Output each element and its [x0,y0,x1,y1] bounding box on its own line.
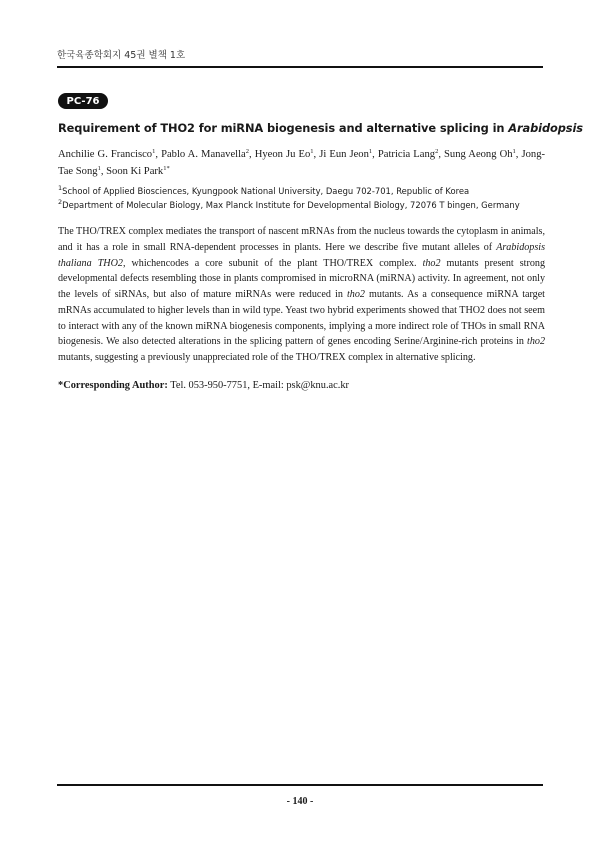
author-name: Jong-Tae Song [58,149,546,177]
author-affiliation-marker: 2 [435,148,439,155]
corresponding-contact: Tel. 053-950-7751, E-mail: psk@knu.ac.kr [167,380,350,391]
author-affiliation-marker: 1* [163,165,170,172]
author-affiliation-marker: 1 [368,148,373,155]
abstract-segment: mutants present strong developmental defects resembling those in plants compromised in microRNA (miRNA) activity. In agreement, not only the levels of siRNAs, but also of mature miRNAs were reduced in [58,257,545,300]
author-separator: , [248,149,255,160]
affiliation-text: School of Applied Biosciences, Kyungpook National University, Daegu 702-701, Republic of Korea [62,186,470,196]
author-name: Patricia Lang [377,149,436,160]
affiliation-item [58,185,545,199]
journal-header: 한국육종학회지 45권 별책 1호 [57,50,186,61]
abstract-segment: The THO/TREX complex mediates the transport of nascent mRNAs from the nucleus towards the cytoplasm in animals, and it has a role in small RNA-dependent processes in plants. Here we describe five mutant alleles of [58,226,545,253]
author-separator: , [438,149,445,160]
author-separator: , [100,166,107,177]
author-name: Anchilie G. Francisco [58,149,153,160]
affiliation-item [58,199,545,213]
abstract-segment: mutants. As a consequence miRNA target mRNAs accumulated to higher levels than in wild type. Yeast two hybrid experiments showed that THO2 does not seem to interact with any of the known miRNA biogenesis components, implying a more indirect role of THOs in small RNA biogenesis. We also detected alterations in the splicing pattern of genes encoding Serine/Arginine-rich proteins in [58,289,545,348]
bottom-rule [57,784,543,786]
author-name: Sung Aeong Oh [444,149,513,160]
title-main: Requirement of THO2 for miRNA biogenesis and alternative splicing in [58,121,509,135]
author-name: Soon Ki Park [106,166,164,177]
abstract-segment: , whichencodes a core subunit of the plant THO/TREX complex. [122,257,423,269]
author-name: Ji Eun Jeon [319,149,369,160]
affiliation-marker: 2 [58,197,63,206]
title-italic: Arabidopsis [508,121,583,135]
affiliation-marker: 1 [58,184,63,192]
author-name: Hyeon Ju Eo [254,149,311,160]
poster-badge: PC-76 [58,93,108,109]
author-affiliation-marker: 1 [152,148,156,155]
top-rule [57,66,543,68]
author-affiliation-marker: 1 [97,165,101,172]
author-separator: , [372,149,378,160]
author-list [58,146,545,180]
affiliation-text: Department of Molecular Biology, Max Planck Institute for Developmental Biology, 72076 T bingen, Germany [62,199,520,210]
corresponding-label: *Corresponding Author: [58,380,168,391]
author-affiliation-marker: 2 [245,148,249,155]
abstract-italic-term: tho2 [346,289,365,300]
author-separator: , [515,149,522,160]
author-affiliation-marker: 1 [512,148,516,155]
abstract-text [58,224,545,366]
abstract-italic-term: tho2 [422,257,441,269]
abstract-italic-term: tho2 [527,336,545,348]
affiliation-list [58,185,545,212]
abstract-italic-term: Arabidopsis thaliana THO2 [58,241,545,269]
abstract-segment: mutants, suggesting a previously unappreciated role of the THO/TREX complex in alternative splicing. [58,352,476,363]
author-affiliation-marker: 1 [310,148,314,155]
corresponding-author [58,380,349,391]
author-name: Pablo A. Manavella [161,149,246,160]
author-separator: , [155,149,162,160]
page-number: - 140 - [286,796,314,807]
author-separator: , [313,149,320,160]
paper-title [58,121,583,135]
